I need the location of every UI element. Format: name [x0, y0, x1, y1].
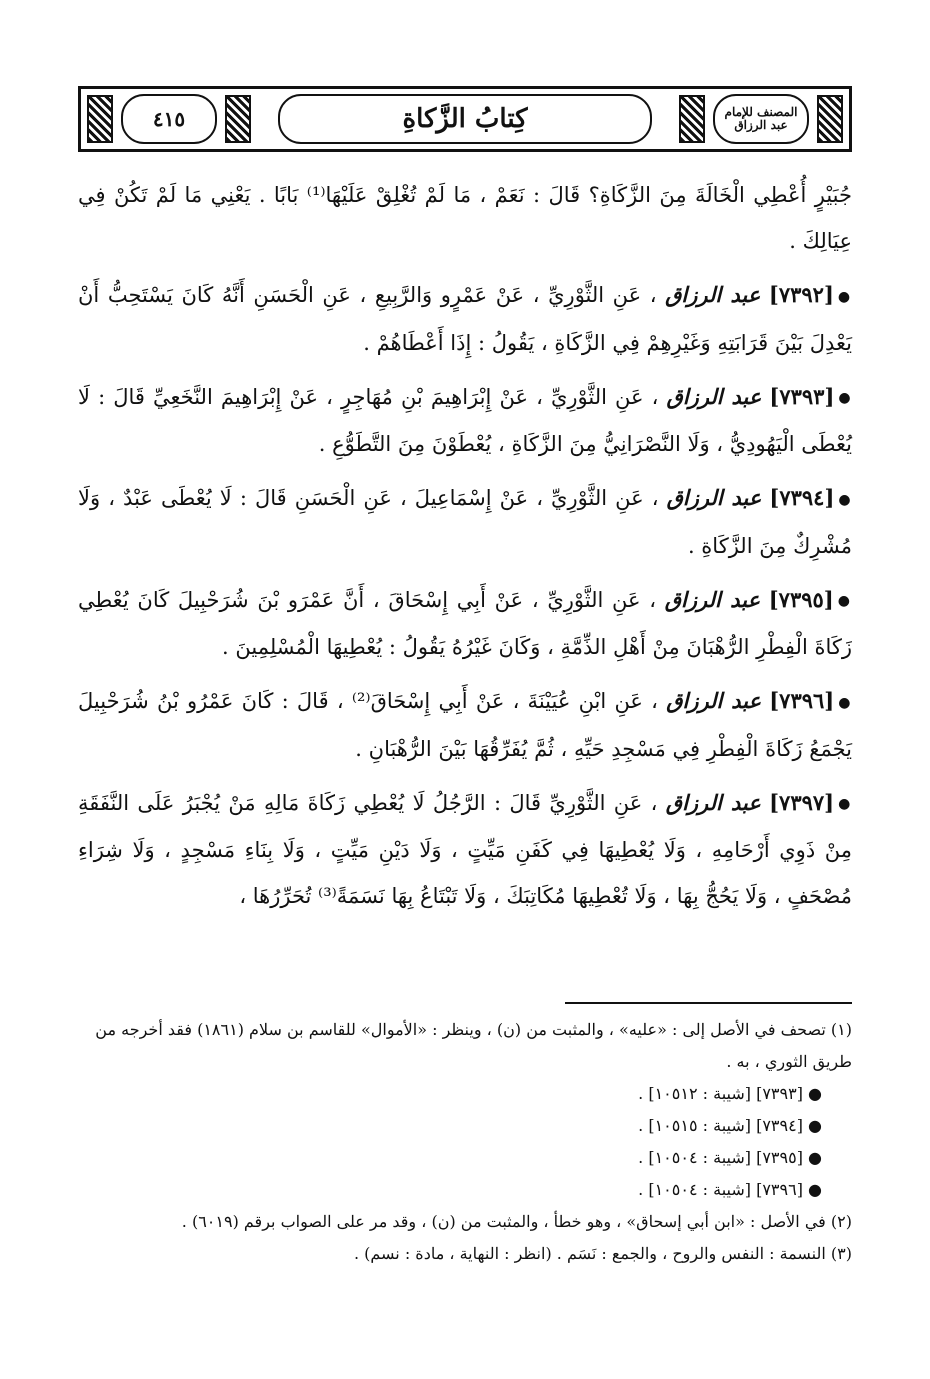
paragraph-text: ، عَنِ الثَّوْرِيِّ قَالَ : الرَّجُلُ لَا يُعْطِي زَكَاةَ مَالِهِ مَنْ يُجْبَرُ عَلَى النَّفَقَةِ مِنْ ذَوِي أَرْحَامِهِ ، وَلَا يُعْطِيهَا فِي كَفَنِ مَيِّتٍ ، وَلَا دَيْنِ مَيِّتٍ ، وَلَا بِنَاءِ مَسْجِدٍ ، وَلَا شِرَاءِ مُصْحَفٍ ، وَلَا يَحُجُّ بِهَا ، وَلَا تُعْطِيهَا مُكَاتِبَكَ ، وَلَا تَبْتَاعُ بِهَا نَسَمَةً⁽³⁾ تُحَرِّرُهَا ، — [78, 790, 852, 908]
footnote: (٣) النسمة : النفس والروح ، والجمع : نَسَم . (انظر : النهاية ، مادة : نسم) . — [353, 1244, 852, 1263]
main-text — [78, 172, 852, 927]
record-number: [٧٣٩٦] — [769, 688, 835, 713]
footnote-reference: ● [٧٣٩٥] [شيبة : ١٠٥٠٤] . — [638, 1148, 822, 1167]
narrator-name: عبد الرزاق — [666, 383, 762, 409]
ornament-icon — [679, 95, 705, 143]
paragraph — [78, 272, 852, 366]
record-number: [٧٣٩٣] — [769, 383, 835, 409]
paragraph — [78, 780, 852, 920]
paragraph — [78, 374, 852, 468]
ornament-icon — [817, 95, 843, 143]
paragraph — [78, 577, 852, 671]
paragraph — [78, 475, 852, 569]
bullet-icon: ● — [838, 796, 852, 812]
paragraph-text: جُبَيْرٍ أُعْطِي الْخَالَةَ مِنَ الزَّكَاةِ؟ قَالَ : نَعَمْ ، مَا لَمْ تُغْلِقْ عَلَيْهَا⁽¹⁾ بَابًا . يَعْنِي مَا لَمْ تَكُنْ فِي عِيَالِكَ . — [78, 183, 852, 253]
record-number: [٧٣٩٧] — [769, 789, 835, 815]
narrator-name: عبد الرزاق — [665, 282, 761, 307]
paragraph — [78, 678, 852, 772]
bullet-icon: ● — [838, 390, 853, 406]
ornament-icon — [87, 95, 113, 143]
header-left — [87, 94, 251, 144]
paragraph-text: ، عَنِ الثَّوْرِيِّ ، عَنْ أَبِي إِسْحَاقَ ، أَنَّ عَمْرَو بْنَ شُرَحْبِيلَ كَانَ يُعْطِي زَكَاةَ الْفِطْرِ الرُّهْبَانَ مِنْ أَهْلِ الذِّمَّةِ ، وَكَانَ غَيْرُهُ يَقُولُ : يُعْطِيهَا الْمُسْلِمِينَ . — [78, 587, 852, 659]
ornament-icon — [225, 95, 251, 143]
footnote: (٢) في الأصل : «ابن أبي إسحاق» ، وهو خطأ ، والمثبت من (ن) ، وقد مر على الصواب برقم (٦٠١٩) . — [181, 1212, 852, 1231]
paragraph-text: ، عَنِ ابْنِ عُيَيْنَةَ ، عَنْ أَبِي إِسْحَاقَ⁽²⁾ ، قَالَ : كَانَ عَمْرُو بْنُ شُرَحْبِيلَ يَجْمَعُ زَكَاةَ الْفِطْرِ فِي مَسْجِدِ حَيِّهِ ، ثُمَّ يُفَرِّقُهَا بَيْنَ الرُّهْبَانِ . — [78, 689, 852, 761]
footnote: (١) تصحف في الأصل إلى : «عليه» ، والمثبت من (ن) ، وينظر : «الأموال» للقاسم بن سلام (١٨٦١) فقد أخرجه من طريق الثوري ، به . — [95, 1020, 852, 1071]
book-seal: المصنف للإمام عبد الرزاق — [713, 94, 809, 144]
footnote-reference: ● [٧٣٩٤] [شيبة : ١٠٥١٥] . — [638, 1116, 822, 1135]
narrator-name: عبد الرزاق — [665, 789, 761, 815]
bullet-icon: ● — [837, 288, 852, 305]
narrator-name: عبد الرزاق — [666, 688, 762, 713]
book-title: كِتابُ الزَّكاةِ — [278, 94, 652, 144]
page-number: ٤١٥ — [121, 94, 217, 144]
footnote-divider — [565, 1002, 852, 1004]
bullet-icon: ● — [837, 593, 852, 609]
footnotes — [78, 1014, 852, 1270]
footnote-reference: ● [٧٣٩٣] [شيبة : ١٠٥١٢] . — [638, 1084, 822, 1103]
record-number: [٧٣٩٢] — [768, 282, 834, 307]
paragraph — [78, 172, 852, 264]
paragraph-text: ، عَنِ الثَّوْرِيِّ ، عَنْ إِبْرَاهِيمَ بْنِ مُهَاجِرٍ ، عَنْ إِبْرَاهِيمَ النَّخَعِيِّ قَالَ : لَا يُعْطَى الْيَهُودِيُّ ، وَلَا النَّصْرَانِيُّ مِنَ الزَّكَاةِ ، يُعْطَوْنَ مِنَ التَّطَوُّعِ . — [78, 384, 852, 456]
narrator-name: عبد الرزاق — [666, 485, 762, 510]
record-number: [٧٣٩٥] — [768, 586, 834, 612]
paragraph-text: ، عَنِ الثَّوْرِيِّ ، عَنْ إِسْمَاعِيلَ ، عَنِ الْحَسَنِ قَالَ : لَا يُعْطَى عَبْدٌ ، وَلَا مُشْرِكٌ مِنَ الزَّكَاةِ . — [78, 486, 852, 558]
record-number: [٧٣٩٤] — [769, 485, 835, 510]
narrator-name: عبد الرزاق — [664, 586, 761, 612]
header-right — [679, 94, 843, 144]
page-header — [78, 86, 852, 152]
bullet-icon: ● — [838, 694, 852, 711]
paragraph-text: ، عَنِ الثَّوْرِيِّ ، عَنْ عَمْرٍو وَالرَّبِيعِ ، عَنِ الْحَسَنِ أَنَّهُ كَانَ يَسْتَحِبُّ أَنْ يَعْدِلَ بَيْنَ قَرَابَتِهِ وَغَيْرِهِمْ فِي الزَّكَاةِ ، يَقُولُ : إِذَا أَعْطَاهُمْ . — [78, 283, 852, 355]
footnote-reference: ● [٧٣٩٦] [شيبة : ١٠٥٠٤] . — [638, 1180, 822, 1199]
bullet-icon: ● — [838, 491, 852, 508]
